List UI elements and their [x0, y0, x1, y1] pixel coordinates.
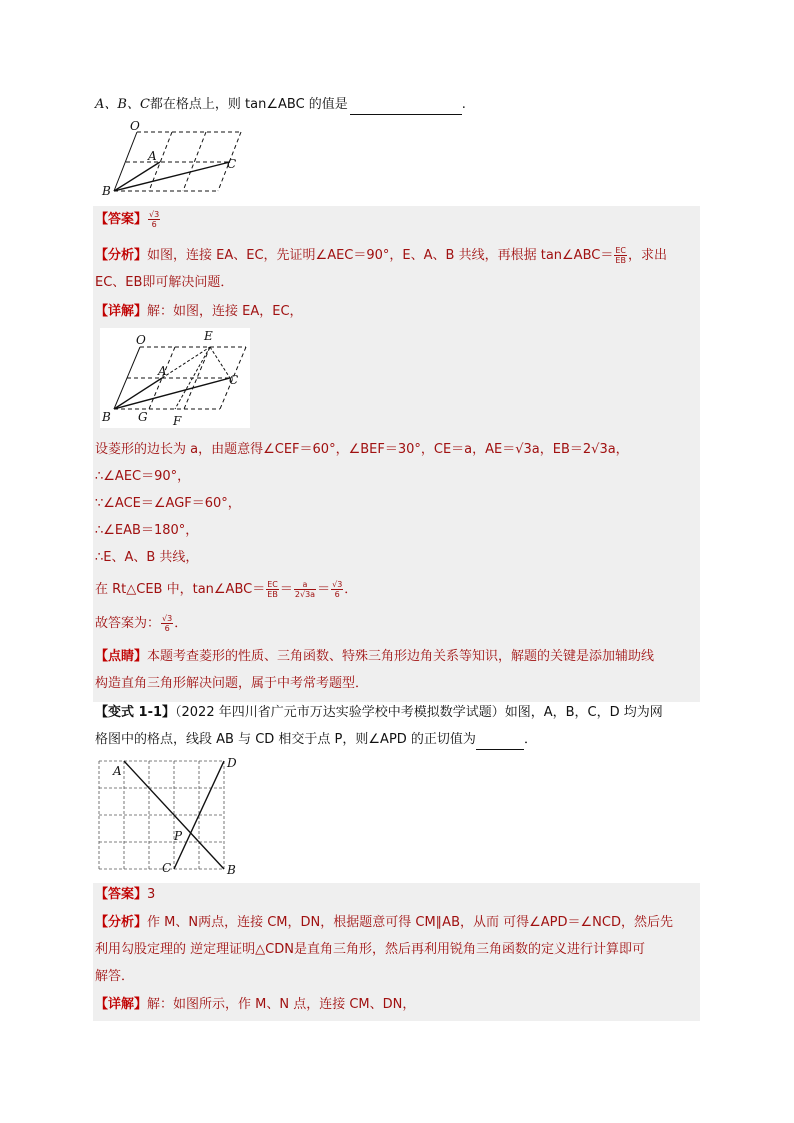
fig3-label-b: B — [227, 863, 236, 877]
answer-2: 【答案】3 — [95, 887, 156, 902]
step-line-7: 故答案为： $\frac{√3}{6}$ ． — [95, 614, 188, 633]
fig3-label-a: A — [113, 764, 122, 778]
step-line-6: 在 Rt△CEB 中，tan∠ABC＝ $\frac{EC}{EB}$ ＝ $\frac{a}{2√3a}$ ＝ $\frac{√3}{6}$ ． — [95, 580, 358, 599]
fig3-label-c: C — [162, 861, 172, 875]
fig2-label-o: O — [136, 333, 146, 347]
fig2-label-f: F — [173, 414, 182, 428]
figure-rhombus-grid-1 — [100, 120, 250, 198]
analysis-tag: 【分析】 — [95, 248, 148, 263]
step-line-2: ∴∠AEC＝90°， — [95, 469, 191, 484]
variant-line1: 【变式 1-1】（2022 年四川省广元市万达实验学校中考模拟数学试题）如图，A，B，C，D 均为网 — [95, 705, 663, 720]
fig2-label-a: A — [158, 364, 167, 378]
variant-line2: 格图中的格点，线段 AB 与 CD 相交于点 P，则∠APD 的正切值为 ． — [95, 730, 537, 750]
step-line-1: 设菱形的边长为 a，由题意得∠CEF＝60°，∠BEF＝30°，CE＝a，AE＝√3a，EB＝2√3a， — [95, 442, 629, 457]
detail-2: 【详解】解：如图所示，作 M、N 点，连接 CM、DN， — [95, 997, 416, 1012]
fig3-label-p: P — [174, 829, 183, 843]
answer-blank — [350, 100, 462, 115]
fig3-label-d: D — [227, 757, 237, 770]
answer-1 — [95, 210, 161, 230]
point-tag: 【点睛】 — [95, 649, 148, 664]
fig2-label-c: C — [229, 373, 239, 387]
question-end: . — [461, 97, 466, 112]
fig2-label-b: B — [102, 410, 111, 424]
point-1-line1: 【点睛】本题考查菱形的性质、三角函数、特殊三角形边角关系等知识，解题的关键是添加辅助线 — [95, 649, 655, 664]
analysis-1-line2: EC、EB即可解决问题． — [95, 275, 234, 290]
analysis-2-line3: 解答． — [95, 969, 135, 984]
fig2-label-e: E — [204, 329, 213, 343]
fig1-label-o: O — [130, 120, 140, 133]
analysis-2-line2: 利用勾股定理的 逆定理证明△CDN是直角三角形，然后再利用锐角三角函数的定义进行计算即可 — [95, 942, 645, 957]
analysis-1-line1: 【分析】如图，连接 EA、EC，先证明∠AEC＝90°，E、A、B 共线，再根据 tan∠ABC＝ $\frac{EC}{EB}$ ，求出 — [95, 246, 667, 265]
variant-blank — [476, 735, 524, 750]
question-points: A、B、C — [95, 97, 150, 112]
fig1-label-a: A — [148, 149, 157, 163]
fig1-label-c: C — [227, 157, 237, 171]
answer-fraction: $\frac{√3}{6}$ — [149, 210, 160, 229]
step-line-5: ∴E、A、B 共线， — [95, 550, 199, 565]
question-text: 都在格点上，则 tan∠ABC 的值是 — [149, 97, 348, 112]
fig2-label-g: G — [138, 410, 148, 424]
figure-grid-3 — [96, 757, 246, 879]
question-line — [95, 95, 466, 115]
detail-1: 【详解】解：如图，连接 EA，EC， — [95, 304, 303, 319]
answer-tag: 【答案】 — [95, 212, 148, 227]
variant-tag: 【变式 1-1】 — [95, 705, 176, 720]
point-1-line2: 构造直角三角形解决问题，属于中考常考题型． — [95, 676, 369, 691]
figure-rhombus-grid-2 — [100, 328, 250, 428]
fig1-label-b: B — [102, 184, 111, 198]
detail-tag: 【详解】 — [95, 304, 148, 319]
step-line-3: ∵∠ACE＝∠AGF＝60°， — [95, 496, 241, 511]
analysis-2-line1: 【分析】作 M、N两点，连接 CM，DN，根据题意可得 CM∥AB，从而 可得∠APD＝∠NCD，然后先 — [95, 915, 673, 930]
step-line-4: ∴∠EAB＝180°， — [95, 523, 199, 538]
